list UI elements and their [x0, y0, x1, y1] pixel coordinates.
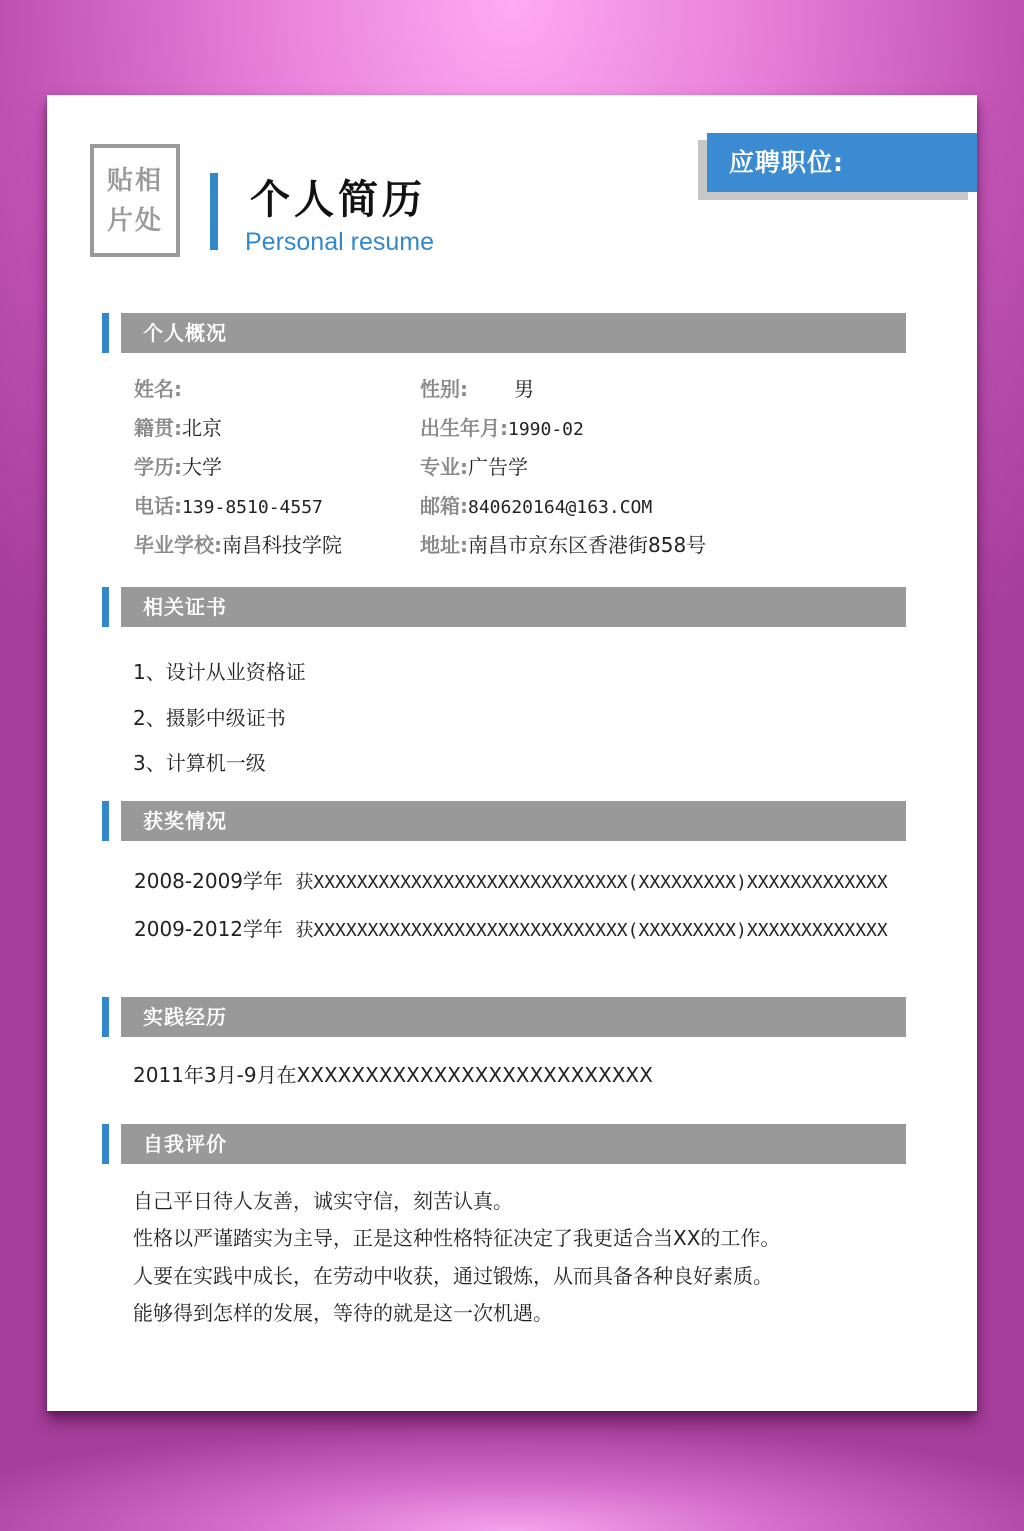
field-birth-label: 出生年月: — [420, 416, 508, 440]
award-text: 获XXXXXXXXXXXXXXXXXXXXXXXXXXXXX(XXXXXXXXX)XXXXXXXXXXXXX — [295, 920, 888, 941]
award-item — [134, 915, 888, 945]
photo-placeholder[interactable] — [90, 144, 180, 257]
award-period: 2008-2009学年 — [134, 869, 284, 893]
field-phone-value: 139-8510-4557 — [182, 497, 323, 518]
photo-placeholder-line2: 片处 — [106, 205, 163, 236]
field-school-value: 南昌科技学院 — [222, 533, 342, 557]
award-text: 获XXXXXXXXXXXXXXXXXXXXXXXXXXXXX(XXXXXXXXX)XXXXXXXXXXXXX — [295, 872, 888, 893]
field-school-label: 毕业学校: — [134, 533, 222, 557]
section-header-awards: 获奖情况 — [121, 801, 906, 841]
field-gender-label: 性别: — [420, 377, 468, 401]
award-item — [134, 867, 888, 897]
section-accent-overview — [102, 313, 109, 353]
field-email-value: 840620164@163.COM — [468, 497, 653, 518]
self-evaluation-line: 能够得到怎样的发展，等待的就是这一次机遇。 — [133, 1301, 553, 1325]
field-origin-value: 北京 — [182, 416, 222, 440]
self-evaluation-line: 自己平日待人友善，诚实守信，刻苦认真。 — [133, 1189, 513, 1213]
award-period: 2009-2012学年 — [134, 917, 284, 941]
field-birth — [420, 414, 584, 444]
field-school — [134, 531, 342, 559]
section-accent-awards — [102, 801, 109, 841]
field-major-value: 广告学 — [468, 455, 528, 479]
certificate-item: 2、摄影中级证书 — [133, 706, 286, 730]
resume-sheet — [47, 95, 977, 1411]
certificate-item: 3、计算机一级 — [133, 751, 266, 775]
field-education — [134, 453, 222, 481]
section-header-overview: 个人概况 — [121, 313, 906, 353]
field-address — [420, 531, 706, 559]
field-email-label: 邮箱: — [420, 494, 468, 518]
self-evaluation-line: 性格以严谨踏实为主导，正是这种性格特征决定了我更适合当XX的工作。 — [133, 1226, 781, 1250]
field-address-value: 南昌市京东区香港街858号 — [468, 533, 707, 557]
section-accent-practice — [102, 997, 109, 1037]
field-education-value: 大学 — [182, 455, 222, 479]
section-accent-self-evaluation — [102, 1124, 109, 1164]
field-origin — [134, 414, 222, 442]
page-title: 个人简历 — [250, 177, 426, 223]
section-header-self-evaluation: 自我评价 — [121, 1124, 906, 1164]
certificate-item: 1、设计从业资格证 — [133, 660, 306, 684]
field-gender — [420, 375, 534, 403]
practice-item: 2011年3月-9月在XXXXXXXXXXXXXXXXXXXXXXXXXX — [133, 1063, 653, 1087]
field-email — [420, 492, 652, 522]
section-accent-certificates — [102, 587, 109, 627]
position-label: 应聘职位: — [707, 133, 977, 192]
field-name-label: 姓名: — [134, 377, 182, 401]
self-evaluation-line: 人要在实践中成长，在劳动中收获，通过锻炼，从而具备各种良好素质。 — [133, 1264, 773, 1288]
title-accent-bar — [210, 173, 218, 250]
photo-placeholder-line1: 贴相 — [106, 165, 163, 196]
field-major — [420, 453, 528, 481]
field-phone — [134, 492, 323, 522]
section-header-practice: 实践经历 — [121, 997, 906, 1037]
field-gender-value: 男 — [514, 377, 534, 401]
field-address-label: 地址: — [420, 533, 468, 557]
field-major-label: 专业: — [420, 455, 468, 479]
section-header-certificates: 相关证书 — [121, 587, 906, 627]
field-origin-label: 籍贯: — [134, 416, 182, 440]
field-name — [134, 375, 182, 403]
page-subtitle: Personal resume — [245, 228, 434, 256]
field-phone-label: 电话: — [134, 494, 182, 518]
field-education-label: 学历: — [134, 455, 182, 479]
field-birth-value: 1990-02 — [508, 419, 584, 440]
